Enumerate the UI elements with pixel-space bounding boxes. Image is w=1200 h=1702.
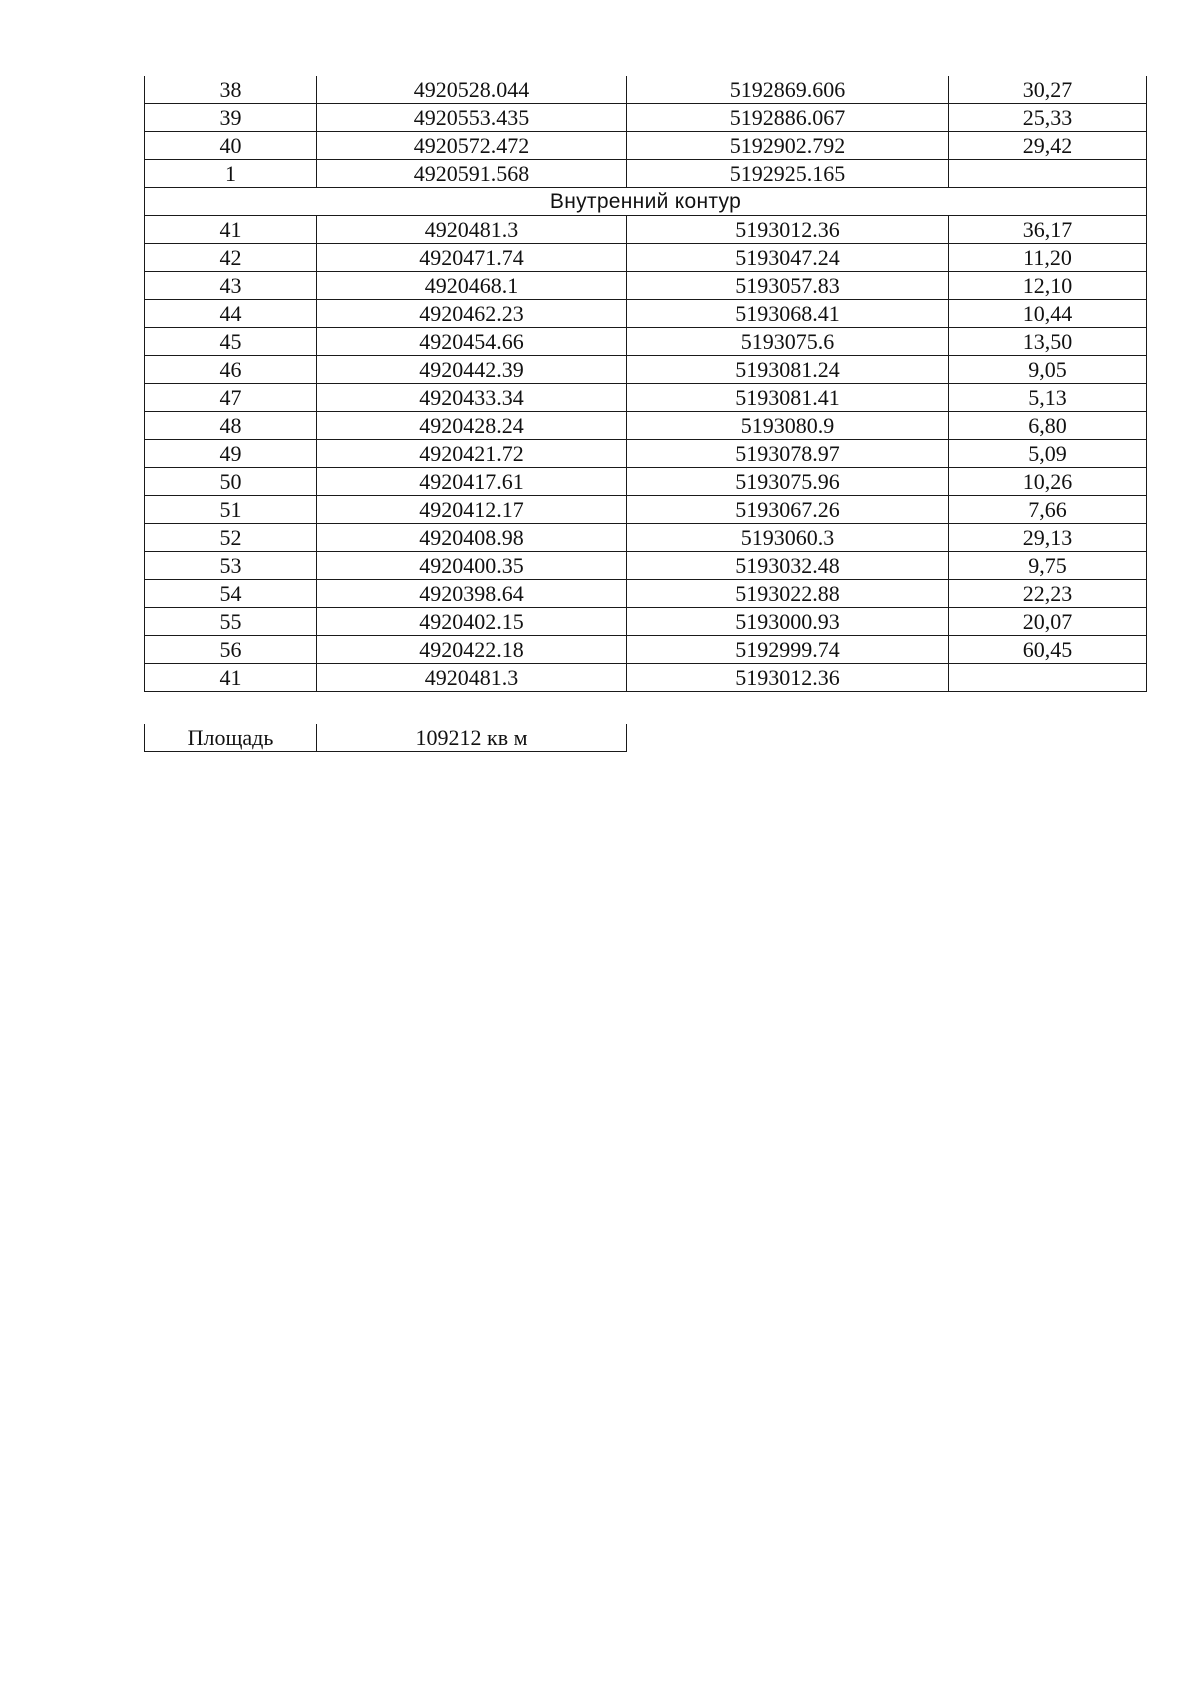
distance-cell xyxy=(949,664,1147,692)
table-row xyxy=(145,160,1147,188)
table-row xyxy=(145,608,1147,636)
y-coordinate-cell: 5193060.3 xyxy=(627,524,949,552)
table-row xyxy=(145,132,1147,160)
x-coordinate-cell: 4920412.17 xyxy=(317,496,627,524)
table-row xyxy=(145,216,1147,244)
table-row xyxy=(145,552,1147,580)
y-coordinate-cell: 5193012.36 xyxy=(627,664,949,692)
table-row xyxy=(145,524,1147,552)
point-number-cell: 48 xyxy=(145,412,317,440)
coordinates-table xyxy=(144,76,1147,692)
y-coordinate-cell: 5193081.41 xyxy=(627,384,949,412)
point-number-cell: 47 xyxy=(145,384,317,412)
table-row xyxy=(145,328,1147,356)
x-coordinate-cell: 4920417.61 xyxy=(317,468,627,496)
distance-cell: 11,20 xyxy=(949,244,1147,272)
table-row xyxy=(145,664,1147,692)
x-coordinate-cell: 4920462.23 xyxy=(317,300,627,328)
distance-cell: 10,44 xyxy=(949,300,1147,328)
table-row xyxy=(145,384,1147,412)
point-number-cell: 41 xyxy=(145,216,317,244)
distance-cell: 6,80 xyxy=(949,412,1147,440)
distance-cell: 29,13 xyxy=(949,524,1147,552)
point-number-cell: 40 xyxy=(145,132,317,160)
point-number-cell: 51 xyxy=(145,496,317,524)
point-number-cell: 45 xyxy=(145,328,317,356)
x-coordinate-cell: 4920408.98 xyxy=(317,524,627,552)
y-coordinate-cell: 5193080.9 xyxy=(627,412,949,440)
point-number-cell: 49 xyxy=(145,440,317,468)
y-coordinate-cell: 5193022.88 xyxy=(627,580,949,608)
y-coordinate-cell: 5192869.606 xyxy=(627,76,949,104)
y-coordinate-cell: 5193067.26 xyxy=(627,496,949,524)
x-coordinate-cell: 4920433.34 xyxy=(317,384,627,412)
area-row xyxy=(145,724,627,752)
y-coordinate-cell: 5193078.97 xyxy=(627,440,949,468)
y-coordinate-cell: 5193075.96 xyxy=(627,468,949,496)
distance-cell: 9,75 xyxy=(949,552,1147,580)
x-coordinate-cell: 4920481.3 xyxy=(317,664,627,692)
table-row xyxy=(145,272,1147,300)
x-coordinate-cell: 4920400.35 xyxy=(317,552,627,580)
x-coordinate-cell: 4920591.568 xyxy=(317,160,627,188)
table-row xyxy=(145,300,1147,328)
table-row xyxy=(145,104,1147,132)
point-number-cell: 55 xyxy=(145,608,317,636)
table-row xyxy=(145,496,1147,524)
table-row xyxy=(145,356,1147,384)
x-coordinate-cell: 4920402.15 xyxy=(317,608,627,636)
y-coordinate-cell: 5192902.792 xyxy=(627,132,949,160)
coordinates-table-body xyxy=(145,76,1147,692)
point-number-cell: 41 xyxy=(145,664,317,692)
distance-cell: 36,17 xyxy=(949,216,1147,244)
table-row xyxy=(145,580,1147,608)
y-coordinate-cell: 5193068.41 xyxy=(627,300,949,328)
y-coordinate-cell: 5192886.067 xyxy=(627,104,949,132)
point-number-cell: 39 xyxy=(145,104,317,132)
point-number-cell: 52 xyxy=(145,524,317,552)
point-number-cell: 46 xyxy=(145,356,317,384)
area-value: 109212 кв м xyxy=(317,724,627,752)
distance-cell: 7,66 xyxy=(949,496,1147,524)
x-coordinate-cell: 4920471.74 xyxy=(317,244,627,272)
table-row xyxy=(145,468,1147,496)
table-row xyxy=(145,76,1147,104)
distance-cell: 5,13 xyxy=(949,384,1147,412)
distance-cell: 29,42 xyxy=(949,132,1147,160)
table-row xyxy=(145,636,1147,664)
distance-cell: 25,33 xyxy=(949,104,1147,132)
table-row xyxy=(145,440,1147,468)
x-coordinate-cell: 4920442.39 xyxy=(317,356,627,384)
y-coordinate-cell: 5193012.36 xyxy=(627,216,949,244)
distance-cell: 10,26 xyxy=(949,468,1147,496)
x-coordinate-cell: 4920428.24 xyxy=(317,412,627,440)
distance-cell: 12,10 xyxy=(949,272,1147,300)
table-row xyxy=(145,244,1147,272)
distance-cell: 60,45 xyxy=(949,636,1147,664)
distance-cell xyxy=(949,160,1147,188)
x-coordinate-cell: 4920421.72 xyxy=(317,440,627,468)
distance-cell: 5,09 xyxy=(949,440,1147,468)
y-coordinate-cell: 5193081.24 xyxy=(627,356,949,384)
point-number-cell: 44 xyxy=(145,300,317,328)
x-coordinate-cell: 4920481.3 xyxy=(317,216,627,244)
point-number-cell: 1 xyxy=(145,160,317,188)
distance-cell: 20,07 xyxy=(949,608,1147,636)
point-number-cell: 43 xyxy=(145,272,317,300)
section-header-row xyxy=(145,188,1147,216)
point-number-cell: 54 xyxy=(145,580,317,608)
distance-cell: 9,05 xyxy=(949,356,1147,384)
point-number-cell: 38 xyxy=(145,76,317,104)
x-coordinate-cell: 4920572.472 xyxy=(317,132,627,160)
distance-cell: 22,23 xyxy=(949,580,1147,608)
area-label: Площадь xyxy=(145,724,317,752)
inner-contour-heading: Внутренний контур xyxy=(145,188,1147,216)
distance-cell: 13,50 xyxy=(949,328,1147,356)
y-coordinate-cell: 5192999.74 xyxy=(627,636,949,664)
x-coordinate-cell: 4920468.1 xyxy=(317,272,627,300)
x-coordinate-cell: 4920422.18 xyxy=(317,636,627,664)
y-coordinate-cell: 5193047.24 xyxy=(627,244,949,272)
x-coordinate-cell: 4920553.435 xyxy=(317,104,627,132)
y-coordinate-cell: 5193000.93 xyxy=(627,608,949,636)
x-coordinate-cell: 4920454.66 xyxy=(317,328,627,356)
point-number-cell: 42 xyxy=(145,244,317,272)
table-row xyxy=(145,412,1147,440)
y-coordinate-cell: 5192925.165 xyxy=(627,160,949,188)
point-number-cell: 56 xyxy=(145,636,317,664)
x-coordinate-cell: 4920528.044 xyxy=(317,76,627,104)
y-coordinate-cell: 5193057.83 xyxy=(627,272,949,300)
area-table xyxy=(144,724,627,752)
y-coordinate-cell: 5193075.6 xyxy=(627,328,949,356)
y-coordinate-cell: 5193032.48 xyxy=(627,552,949,580)
x-coordinate-cell: 4920398.64 xyxy=(317,580,627,608)
point-number-cell: 50 xyxy=(145,468,317,496)
point-number-cell: 53 xyxy=(145,552,317,580)
distance-cell: 30,27 xyxy=(949,76,1147,104)
